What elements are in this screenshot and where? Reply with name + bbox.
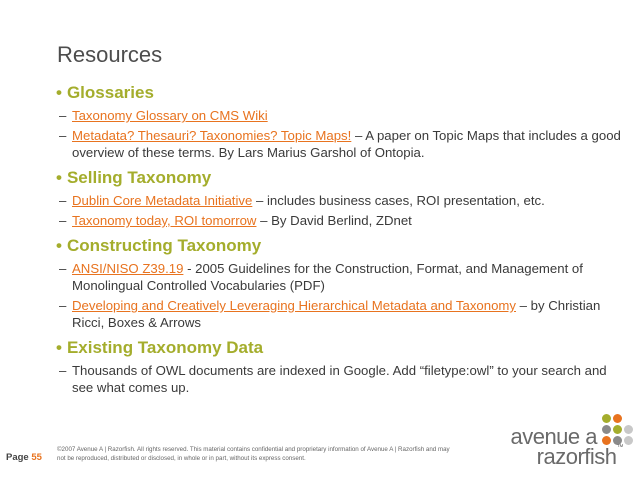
list-item: – Developing and Creatively Leveraging Hierarchical Metadata and Taxonomy – by Christian Ricci, Boxes & Arrows bbox=[59, 298, 601, 330]
section-heading: • Selling Taxonomy bbox=[56, 168, 212, 187]
resource-link[interactable]: Taxonomy Glossary on CMS Wiki bbox=[72, 108, 268, 123]
content-area bbox=[56, 82, 631, 402]
resource-link[interactable]: Developing and Creatively Leveraging Hierarchical Metadata and Taxonomy bbox=[72, 298, 516, 313]
resource-link[interactable]: ANSI/NISO Z39.19 bbox=[72, 261, 184, 276]
list-item: – Dublin Core Metadata Initiative – includes business cases, ROI presentation, etc. bbox=[59, 193, 545, 208]
logo-line1: avenue a bbox=[510, 424, 597, 449]
bullet-icon: • bbox=[56, 83, 62, 102]
list-item: – Taxonomy Glossary on CMS Wiki bbox=[59, 108, 268, 123]
logo-dots-icon bbox=[602, 414, 632, 444]
resource-link[interactable]: Dublin Core Metadata Initiative bbox=[72, 193, 253, 208]
company-logo bbox=[505, 414, 635, 474]
bullet-icon: • bbox=[56, 236, 62, 255]
slide-title: Resources bbox=[57, 42, 163, 67]
list-item: – Thousands of OWL documents are indexed in Google. Add “filetype:owl” to your search and see what comes up. bbox=[59, 363, 607, 395]
logo-line2: razorfish™ bbox=[536, 444, 623, 469]
resource-link[interactable]: Metadata? Thesauri? Taxonomies? Topic Maps! bbox=[72, 128, 352, 143]
list-item: – Metadata? Thesauri? Taxonomies? Topic Maps! – A paper on Topic Maps that includes a good overview of these terms. By Lars Marius Garshol of Ontopia. bbox=[59, 128, 621, 160]
list-item: – ANSI/NISO Z39.19 - 2005 Guidelines for the Construction, Format, and Management of Monolingual Controlled Vocabularies (PDF) bbox=[59, 261, 583, 293]
bullet-icon: • bbox=[56, 338, 62, 357]
list-item: – Taxonomy today, ROI tomorrow – By David Berlind, ZDnet bbox=[59, 213, 412, 228]
section-heading: • Existing Taxonomy Data bbox=[56, 338, 264, 357]
section-constructing-taxonomy bbox=[56, 235, 631, 331]
resource-link[interactable]: Taxonomy today, ROI tomorrow bbox=[72, 213, 257, 228]
section-heading: • Constructing Taxonomy bbox=[56, 236, 262, 255]
section-existing-taxonomy-data bbox=[56, 337, 631, 396]
page-number: Page 55 bbox=[6, 452, 42, 463]
section-selling-taxonomy bbox=[56, 167, 631, 229]
copyright-notice: ©2007 Avenue A | Razorfish. All rights reserved. This material contains confidential and proprietary information of Avenue A | Razorfish and may not be reproduced, distributed or disclosed, in whole or in part, without its express consent. bbox=[57, 446, 450, 462]
bullet-icon: • bbox=[56, 168, 62, 187]
section-glossaries bbox=[56, 82, 631, 161]
section-heading: • Glossaries bbox=[56, 83, 154, 102]
